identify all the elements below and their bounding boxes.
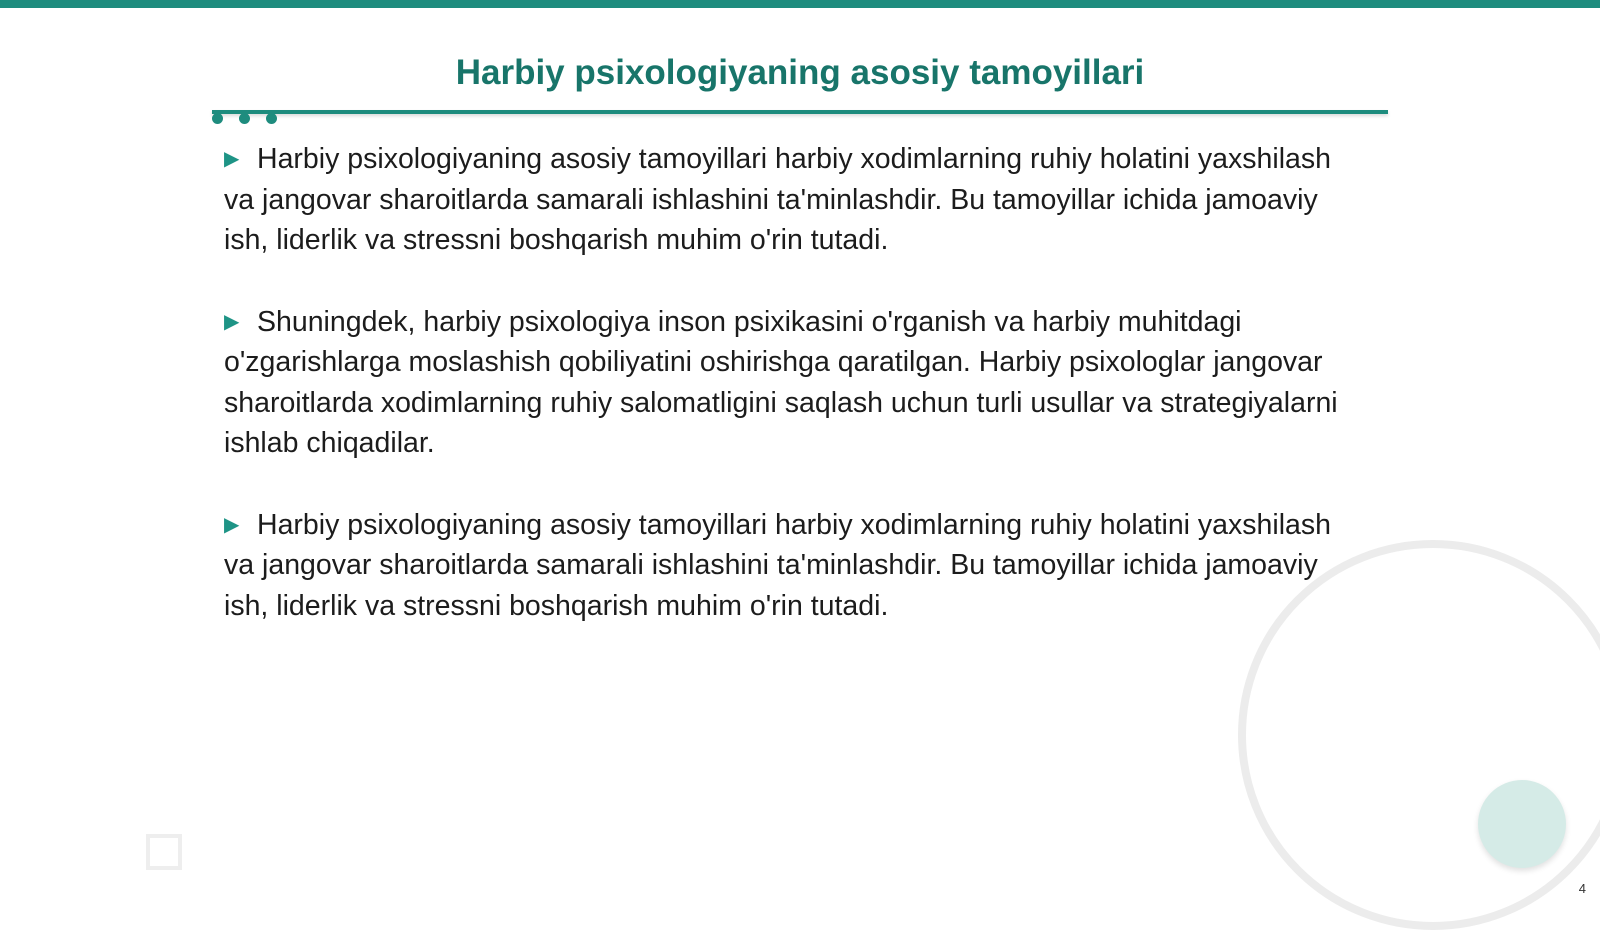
bullet-text: Shuningdek, harbiy psixologiya inson psixikasini o'rganish va harbiy muhitdagi o'zgarishlarga moslashish qobiliyatini oshirishga qaratilgan. Harbiy psixologlar jangovar sharoitlarda xodimlarning ruhiy salomatligini saqlash uchun turli usullar va strategiyalarni ishlab chiqadilar. (224, 305, 1338, 459)
decor-ring (1238, 540, 1600, 930)
top-accent-bar (0, 0, 1600, 8)
bullet-text: Harbiy psixologiyaning asosiy tamoyillari harbiy xodimlarning ruhiy holatini yaxshilash va jangovar sharoitlarda samarali ishlashini ta'minlashdir. Bu tamoyillar ichida jamoaviy ish, liderlik va stressni boshqarish muhim o'rin tutadi. (224, 508, 1331, 622)
bullet-text: Harbiy psixologiyaning asosiy tamoyillari harbiy xodimlarning ruhiy holatini yaxshilash va jangovar sharoitlarda samarali ishlashini ta'minlashdir. Bu tamoyillar ichida jamoaviy ish, liderlik va stressni boshqarish muhim o'rin tutadi. (224, 143, 1331, 256)
decor-circle (1478, 780, 1566, 868)
triangle-bullet-icon: ▶ (224, 148, 240, 170)
decor-dot (266, 113, 277, 124)
bullet-item (224, 505, 1364, 627)
decor-square (146, 834, 182, 870)
bullet-list (224, 139, 1364, 667)
slide-title: Harbiy psixologiyaning asosiy tamoyillari (455, 53, 1145, 92)
decor-dot (239, 113, 250, 124)
bullet-item (224, 139, 1364, 261)
page-number: 4 (1578, 881, 1586, 896)
decor-dot (212, 113, 223, 124)
triangle-bullet-icon: ▶ (224, 310, 240, 333)
bullet-item (224, 302, 1364, 464)
title-underline (212, 110, 1388, 114)
triangle-bullet-icon: ▶ (224, 513, 240, 536)
